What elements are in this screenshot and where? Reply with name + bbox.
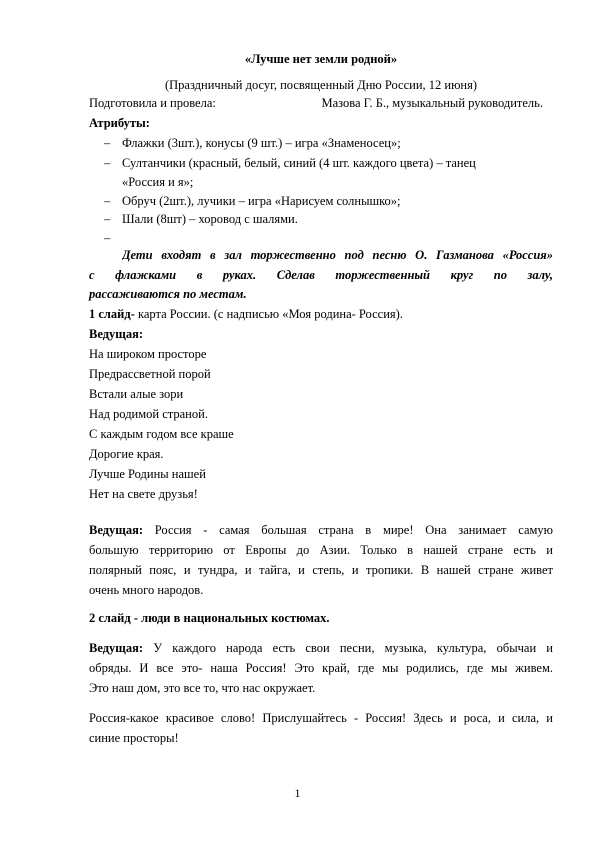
paragraph-1-line: очень много народов.	[89, 583, 204, 597]
bullet-marker-empty: –	[104, 231, 111, 245]
bullet-marker: –	[104, 194, 111, 208]
paragraph-text: У каждого народа есть свои песни, музыка, культура, обычаи и	[153, 641, 553, 655]
poem-line: Встали алые зори	[89, 387, 184, 401]
attribute-item: Флажки (3шт.), конусы (9 шт.) – игра «Знаменосец»;	[122, 136, 401, 150]
poem-line: На широком просторе	[89, 347, 207, 361]
attribute-item-continuation: «Россия и я»;	[122, 175, 194, 189]
poem-line: Дорогие края.	[89, 447, 164, 461]
paragraph-3-line: Россия-какое красивое слово! Прислушайтесь - Россия! Здесь и роса, и сила, и	[89, 711, 553, 725]
slide2-line: 2 слайд - люди в национальных костюмах.	[89, 611, 330, 625]
bullet-marker: –	[104, 136, 111, 150]
intro-line: рассаживаются по местам.	[89, 287, 247, 301]
paragraph-2-line: Это наш дом, это все то, что нас окружает.	[89, 681, 316, 695]
host-label: Ведущая:	[89, 327, 144, 341]
paragraph-2-line	[89, 641, 553, 656]
poem-line: С каждым годом все краше	[89, 427, 234, 441]
slide1-text: карта России. (с надписью «Моя родина- Россия).	[134, 307, 403, 321]
bullet-marker: –	[104, 156, 111, 170]
document-title: «Лучше нет земли родной»	[244, 52, 398, 66]
attributes-heading: Атрибуты:	[89, 116, 150, 130]
paragraph-1-line: полярный пояс, и тундра, и тайга, и степь, и тропики. В нашей стране живет	[89, 563, 553, 577]
paragraph-2-line: обряды. И все это- наша Россия! Это край, где мы родились, где мы живем.	[89, 661, 553, 675]
host-label-inline: Ведущая:	[89, 523, 144, 537]
poem-line: Предрассветной порой	[89, 367, 211, 381]
prepared-by-label: Подготовила и провела:	[89, 96, 216, 110]
page-number: 1	[294, 786, 301, 800]
prepared-by-line	[89, 96, 553, 111]
slide1-label: 1 слайд-	[89, 307, 135, 321]
document-subtitle: (Праздничный досуг, посвященный Дню России, 12 июня)	[164, 78, 478, 92]
paragraph-text: Россия - самая большая страна в мире! Она занимает самую	[154, 523, 553, 537]
attribute-item: Султанчики (красный, белый, синий (4 шт. каждого цвета) – танец	[122, 156, 476, 170]
paragraph-1-line	[89, 523, 553, 538]
poem-line: Лучше Родины нашей	[89, 467, 206, 481]
intro-line: с флажками в руках. Сделав торжественный круг по залу,	[89, 268, 553, 282]
poem-line: Над родимой страной.	[89, 407, 208, 421]
prepared-by-name: Мазова Г. Б., музыкальный руководитель.	[321, 96, 543, 110]
slide1-line	[89, 307, 553, 322]
attribute-item: Обруч (2шт.), лучики – игра «Нарисуем солнышко»;	[122, 194, 401, 208]
host-label-inline: Ведущая:	[89, 641, 144, 655]
paragraph-3-line: синие просторы!	[89, 731, 179, 745]
paragraph-1-line: большую территорию от Европы до Азии. Только в нашей стране есть и	[89, 543, 553, 557]
poem-line: Нет на свете друзья!	[89, 487, 198, 501]
intro-line: Дети входят в зал торжественно под песню О. Газманова «Россия»	[122, 248, 553, 262]
bullet-marker: –	[104, 212, 111, 226]
attribute-item: Шали (8шт) – хоровод с шалями.	[122, 212, 298, 226]
